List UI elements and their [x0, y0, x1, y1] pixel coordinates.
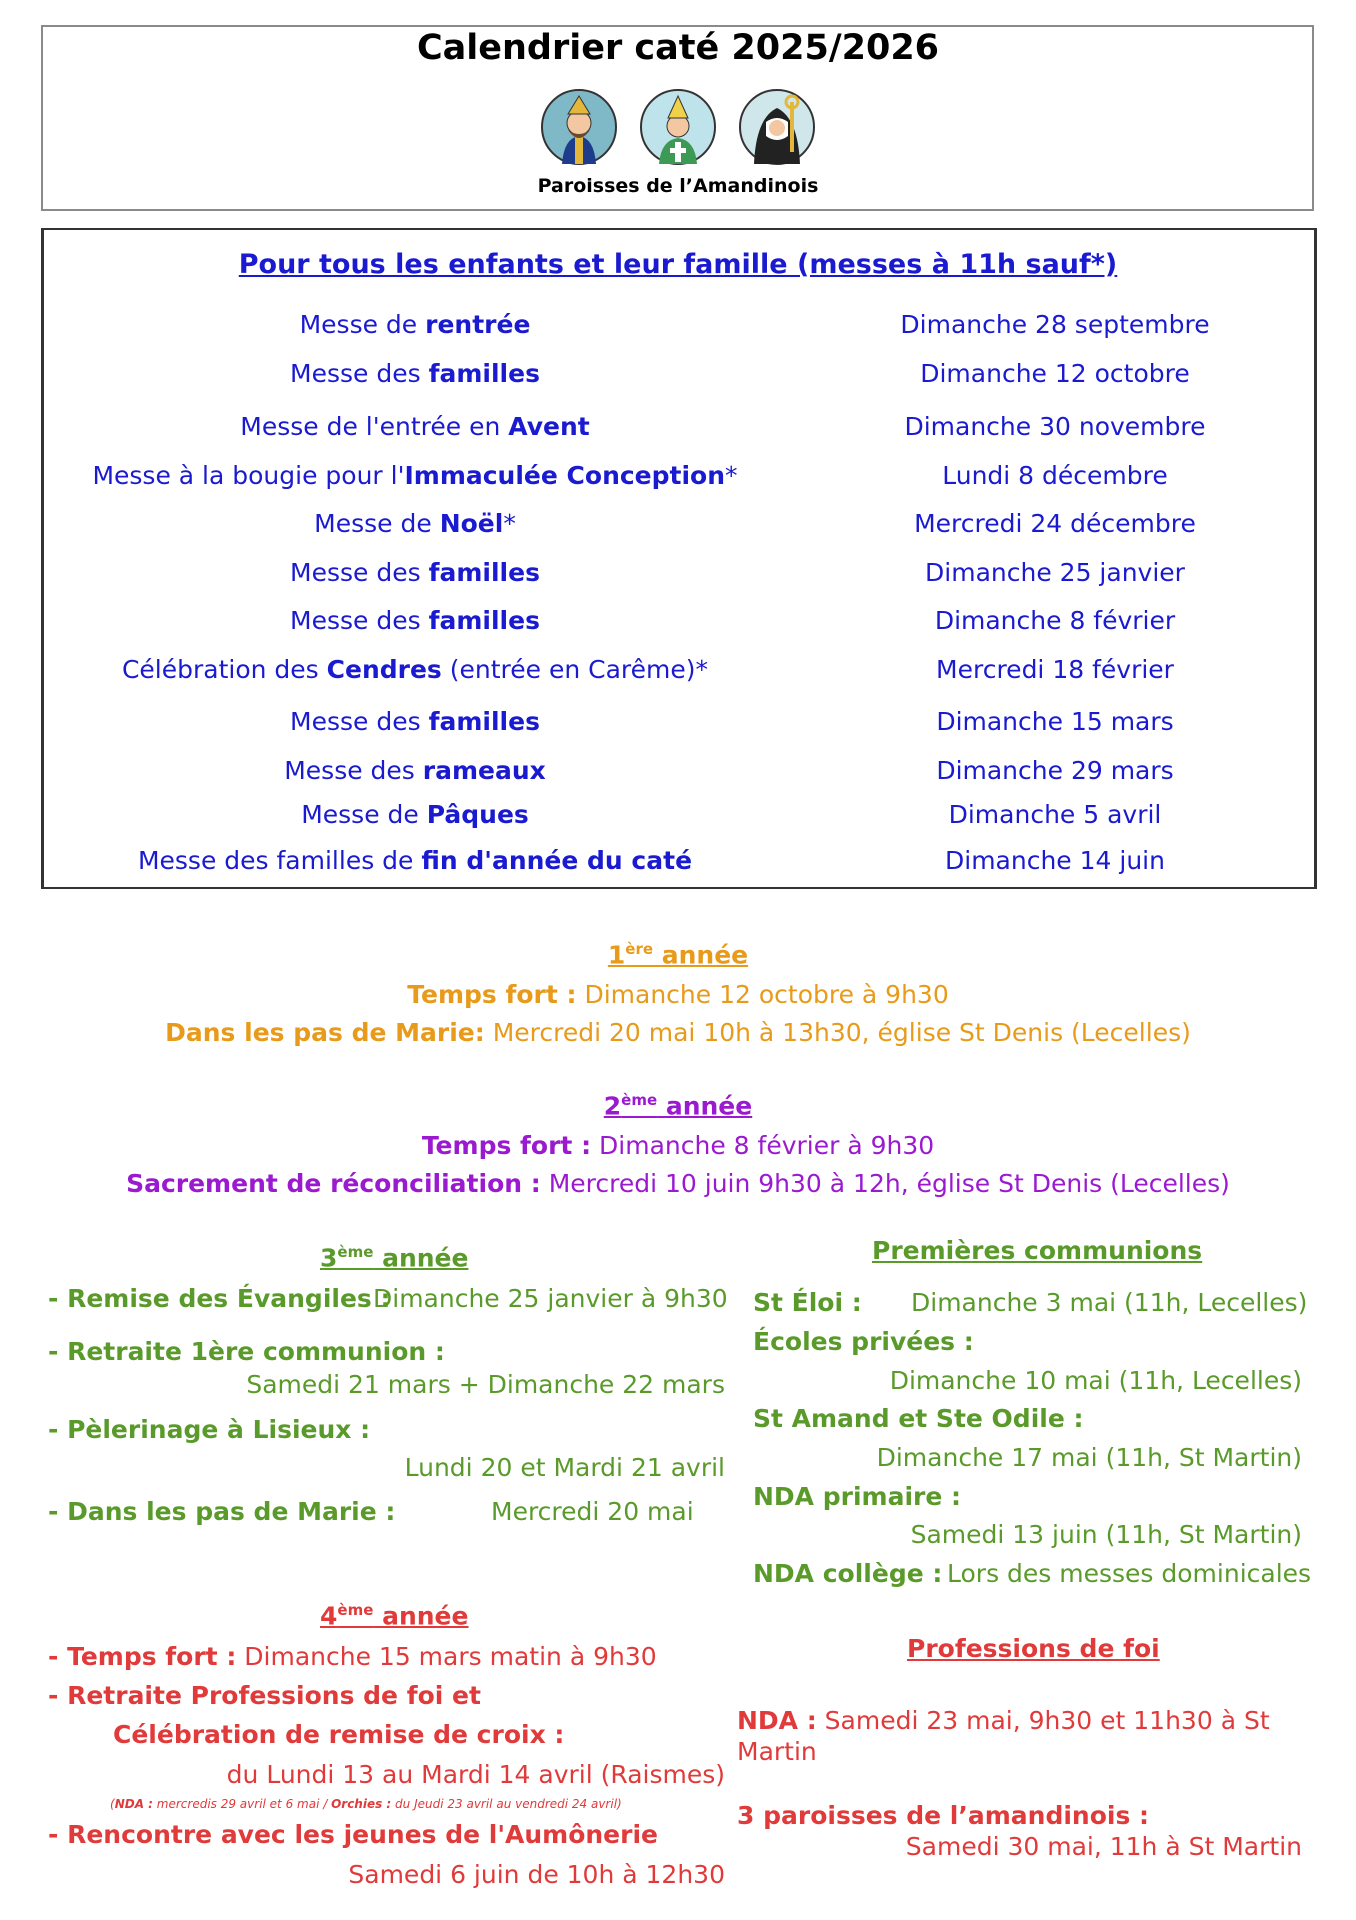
- saint-amand-medallion-icon: [540, 88, 618, 166]
- communion-amand-label: St Amand et Ste Odile :: [753, 1404, 1084, 1433]
- year4-aumonerie-label: - Rencontre avec les jeunes de l'Aumônerie: [48, 1820, 658, 1849]
- nun-medallion-icon: [738, 88, 816, 166]
- mass-name: Messe de Noël*: [314, 509, 516, 538]
- communions-title: Premières communions: [872, 1236, 1203, 1265]
- year3-lisieux-date: Lundi 20 et Mardi 21 avril: [404, 1453, 725, 1482]
- mass-row: [0, 756, 1356, 790]
- year4-title: 4ème année: [320, 1601, 469, 1631]
- mass-date: Mercredi 24 décembre: [914, 509, 1196, 538]
- mass-date: Dimanche 30 novembre: [904, 412, 1206, 441]
- mass-row: [0, 707, 1356, 741]
- parish-logos: [0, 88, 1356, 166]
- year3-lisieux-label: - Pèlerinage à Lisieux :: [48, 1415, 371, 1444]
- mass-date: Mercredi 18 février: [936, 655, 1174, 684]
- mass-name: Messe des rameaux: [284, 756, 546, 785]
- mass-row: [0, 359, 1356, 393]
- mass-row: [0, 412, 1356, 446]
- profession-three-date: Samedi 30 mai, 11h à St Martin: [905, 1832, 1302, 1861]
- mass-date: Dimanche 14 juin: [945, 846, 1165, 875]
- year3-retraite-date: Samedi 21 mars + Dimanche 22 mars: [246, 1370, 725, 1399]
- year2-reconciliation: Sacrement de réconciliation : Mercredi 10 juin 9h30 à 12h, église St Denis (Lecelles): [126, 1169, 1230, 1198]
- year4-temps-fort: - Temps fort : Dimanche 15 mars matin à 9h30: [48, 1642, 657, 1671]
- mass-row: [0, 461, 1356, 495]
- year2-temps-fort: Temps fort : Dimanche 8 février à 9h30: [421, 1131, 935, 1160]
- mass-date: Dimanche 29 mars: [936, 756, 1174, 785]
- communion-eloi-label: St Éloi :: [753, 1288, 862, 1317]
- communion-amand-date: Dimanche 17 mai (11h, St Martin): [876, 1443, 1302, 1472]
- year1-temps-fort: Temps fort : Dimanche 12 octobre à 9h30: [407, 980, 949, 1009]
- mass-date: Lundi 8 décembre: [942, 461, 1168, 490]
- year3-evangiles-label: - Remise des Évangiles :: [48, 1284, 391, 1313]
- mass-row: [0, 310, 1356, 344]
- year3-retraite-label: - Retraite 1ère communion :: [48, 1337, 445, 1366]
- mass-name: Messe des familles: [290, 606, 540, 635]
- mass-name: Messe de Pâques: [301, 800, 529, 829]
- year4-retraite-note: (NDA : mercredis 29 avril et 6 mai / Orchies : du Jeudi 23 avril au vendredi 24 avril): [110, 1797, 622, 1811]
- profession-nda: NDA : Samedi 23 mai, 9h30 et 11h30 à St: [737, 1706, 1270, 1735]
- professions-title: Professions de foi: [907, 1634, 1160, 1663]
- communion-ecoles-date: Dimanche 10 mai (11h, Lecelles): [889, 1366, 1302, 1395]
- profession-three-label: 3 paroisses de l’amandinois :: [737, 1801, 1150, 1830]
- year1-title: 1ère année: [607, 940, 749, 970]
- communion-nda-college-label: NDA collège :: [753, 1559, 943, 1588]
- mass-name: Messe à la bougie pour l'Immaculée Conception*: [92, 461, 738, 490]
- mass-row: [0, 655, 1356, 689]
- mass-name: Messe des familles: [290, 707, 540, 736]
- communion-nda-college-date: Lors des messes dominicales: [947, 1559, 1312, 1588]
- mass-date: Dimanche 5 avril: [948, 800, 1162, 829]
- mass-name: Célébration des Cendres (entrée en Carême)*: [121, 655, 709, 684]
- communion-ecoles-label: Écoles privées :: [753, 1327, 974, 1356]
- mass-date: Dimanche 28 septembre: [900, 310, 1210, 339]
- mass-date: Dimanche 25 janvier: [925, 558, 1185, 587]
- communion-nda-primaire-label: NDA primaire :: [753, 1482, 961, 1511]
- communion-nda-primaire-date: Samedi 13 juin (11h, St Martin): [910, 1520, 1302, 1549]
- year3-title: 3ème année: [320, 1243, 469, 1273]
- profession-nda-cont: Martin: [737, 1737, 817, 1766]
- mass-row: [0, 509, 1356, 543]
- mass-name: Messe des familles: [290, 558, 540, 587]
- year4-aumonerie-date: Samedi 6 juin de 10h à 12h30: [348, 1860, 725, 1889]
- year3-evangiles-date: Dimanche 25 janvier à 9h30: [373, 1284, 728, 1313]
- mass-date: Dimanche 12 octobre: [920, 359, 1190, 388]
- mass-name: Messe de rentrée: [299, 310, 531, 339]
- mass-name: Messe de l'entrée en Avent: [240, 412, 590, 441]
- year4-croix-label: Célébration de remise de croix :: [113, 1720, 565, 1749]
- mass-name: Messe des familles de fin d'année du caté: [137, 846, 693, 875]
- mass-row: [0, 606, 1356, 640]
- communion-eloi-date: Dimanche 3 mai (11h, Lecelles): [911, 1288, 1308, 1317]
- mass-date: Dimanche 15 mars: [936, 707, 1174, 736]
- year2-title: 2ème année: [603, 1091, 753, 1121]
- year4-retraite-label: - Retraite Professions de foi et: [48, 1681, 481, 1710]
- year3-marie-label: - Dans les pas de Marie :: [48, 1497, 396, 1526]
- mass-row: [0, 846, 1356, 880]
- mass-row: [0, 800, 1356, 834]
- masses-heading: Pour tous les enfants et leur famille (messes à 11h sauf*): [238, 249, 1118, 280]
- year3-marie-date: Mercredi 20 mai: [491, 1497, 694, 1526]
- page-title: Calendrier caté 2025/2026: [416, 28, 940, 68]
- mass-name: Messe des familles: [290, 359, 540, 388]
- logo-caption: Paroisses de l’Amandinois: [537, 175, 819, 197]
- bishop-medallion-icon: [639, 88, 717, 166]
- year4-retraite-date: du Lundi 13 au Mardi 14 avril (Raismes): [226, 1760, 725, 1789]
- mass-row: [0, 558, 1356, 592]
- mass-date: Dimanche 8 février: [934, 606, 1176, 635]
- year1-pas-de-marie: Dans les pas de Marie: Mercredi 20 mai 10h à 13h30, église St Denis (Lecelles): [165, 1018, 1191, 1047]
